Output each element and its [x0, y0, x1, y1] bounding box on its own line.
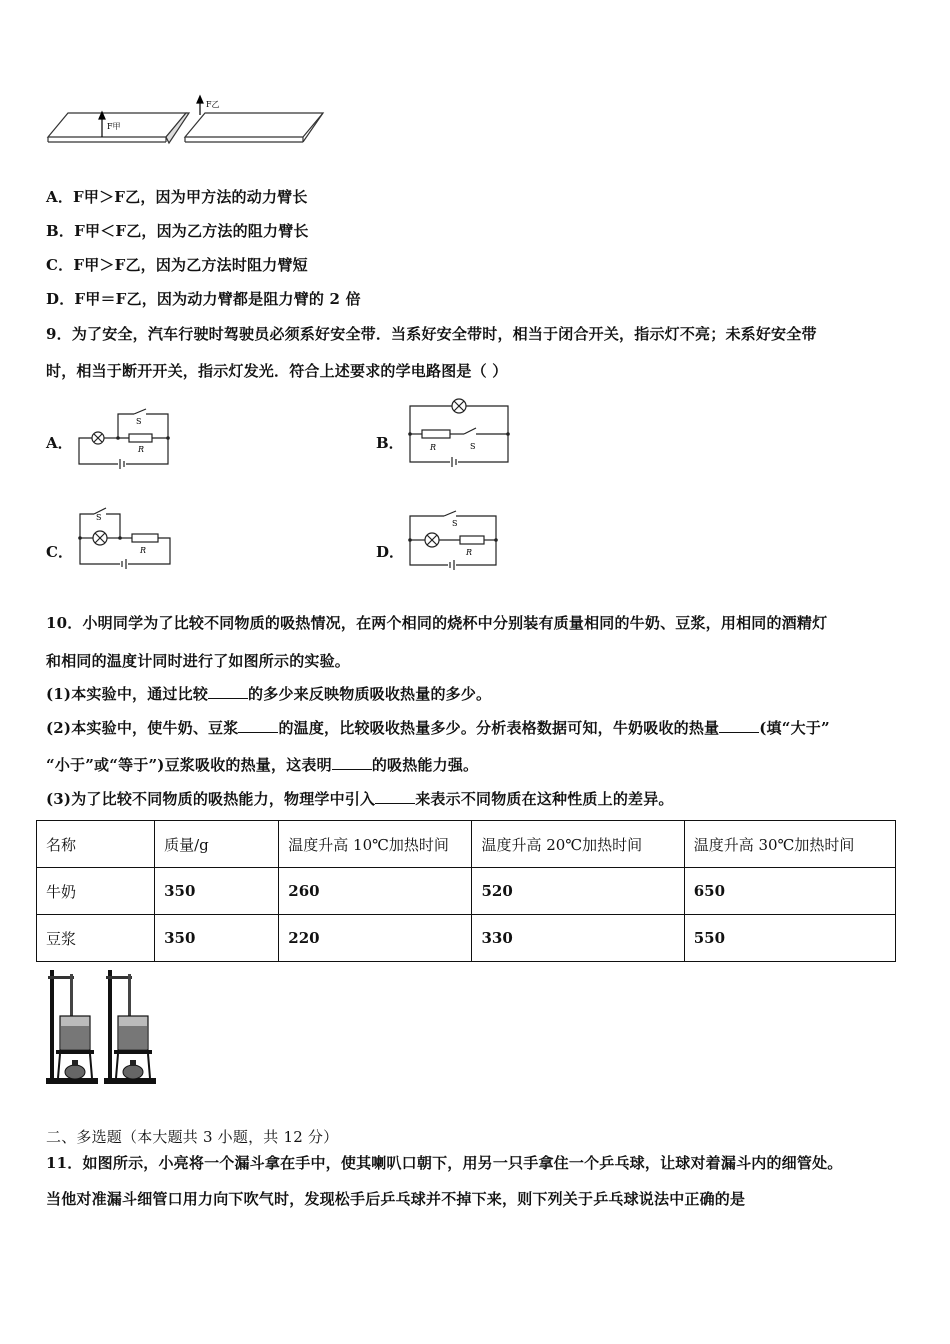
table-cell: 650: [684, 868, 895, 915]
table-header-cell: 质量/g: [155, 821, 279, 868]
table-cell: 330: [472, 915, 684, 962]
table-cell: 260: [279, 868, 472, 915]
table-row: [37, 868, 896, 915]
q10-line2: 和相同的温度计同时进行了如图所示的实验。: [46, 652, 351, 670]
table-header-row: [37, 821, 896, 868]
table-row: [37, 915, 896, 962]
answer-blank: [719, 718, 759, 733]
q11-line1: 11．如图所示，小亮将一个漏斗拿在手中，使其喇叭口朝下，用另一只手拿住一个乒乓球，让球对着漏斗内的细管处。: [46, 1154, 843, 1172]
lever-figure: [40, 95, 340, 155]
circuit-c-resistor-label: R: [140, 546, 147, 555]
answer-blank: [332, 755, 372, 770]
circuit-a-resistor-label: R: [138, 445, 145, 454]
q9-option-b-label: B．: [376, 434, 404, 452]
force-label-right: F乙: [206, 100, 220, 109]
table-cell: 牛奶: [37, 868, 155, 915]
table-cell: 220: [279, 915, 472, 962]
table-header-cell: 名称: [37, 821, 155, 868]
circuit-c-switch-label: S: [96, 513, 102, 522]
answer-blank: [238, 718, 278, 733]
q10-part1: (1)本实验中，通过比较 的多少来反映物质吸收热量的多少。: [46, 685, 492, 703]
heating-data-table: [36, 820, 896, 962]
q8-option-c: C．F甲＞F乙，因为乙方法时阻力臂短: [46, 256, 308, 274]
answer-blank: [208, 684, 248, 699]
section-heading: 二、多选题（本大题共 3 小题，共 12 分）: [46, 1128, 339, 1146]
circuit-c-diagram: [74, 506, 178, 568]
table-cell: 520: [472, 868, 684, 915]
circuit-a-switch-label: S: [136, 417, 142, 426]
table-cell: 350: [155, 915, 279, 962]
force-label-left: F甲: [107, 122, 121, 131]
q9-option-c-label: C．: [46, 543, 73, 561]
table-header-cell: 温度升高 20℃加热时间: [472, 821, 684, 868]
q8-option-a: A．F甲＞F乙，因为甲方法的动力臂长: [46, 188, 308, 206]
table-cell: 550: [684, 915, 895, 962]
q9-line1: 9．为了安全，汽车行驶时驾驶员必须系好安全带．当系好安全带时，相当于闭合开关，指示灯不亮；未系好安全带: [46, 325, 817, 343]
circuit-d-switch-label: S: [452, 519, 458, 528]
circuit-d-resistor-label: R: [466, 548, 473, 557]
circuit-b-diagram: [404, 398, 516, 470]
q9-option-d-label: D．: [376, 543, 405, 561]
heating-apparatus-figure: [44, 964, 164, 1088]
circuit-b-switch-label: S: [470, 442, 476, 451]
q9-line2: 时，相当于断开开关，指示灯发光．符合上述要求的学电路图是（ ）: [46, 362, 508, 380]
circuit-b-resistor-label: R: [430, 443, 437, 452]
answer-blank: [375, 789, 415, 804]
q9-option-a-label: A．: [46, 434, 73, 452]
q10-part2-line2: “小于”或“等于”)豆浆吸收的热量，这表明 的吸热能力强。: [46, 756, 479, 774]
circuit-a-diagram: [74, 408, 174, 470]
q8-option-d: D．F甲＝F乙，因为动力臂都是阻力臂的 2 倍: [46, 290, 361, 308]
q10-part2-line1: (2)本实验中，使牛奶、豆浆 的温度，比较吸收热量多少。分析表格数据可知，牛奶吸收的热量 (填“大于”: [46, 719, 830, 737]
circuit-d-diagram: [404, 510, 504, 570]
table-cell: 350: [155, 868, 279, 915]
table-header-cell: 温度升高 30℃加热时间: [684, 821, 895, 868]
table-header-cell: 温度升高 10℃加热时间: [279, 821, 472, 868]
q8-option-b: B．F甲＜F乙，因为乙方法的阻力臂长: [46, 222, 309, 240]
table-cell: 豆浆: [37, 915, 155, 962]
q10-part3: (3)为了比较不同物质的吸热能力，物理学中引入 来表示不同物质在这种性质上的差异。: [46, 790, 674, 808]
q10-line1: 10．小明同学为了比较不同物质的吸热情况，在两个相同的烧杯中分别装有质量相同的牛奶、豆浆，用相同的酒精灯: [46, 614, 828, 632]
q11-line2: 当他对准漏斗细管口用力向下吹气时，发现松手后乒乓球并不掉下来，则下列关于乒乓球说法中正确的是: [46, 1190, 746, 1208]
